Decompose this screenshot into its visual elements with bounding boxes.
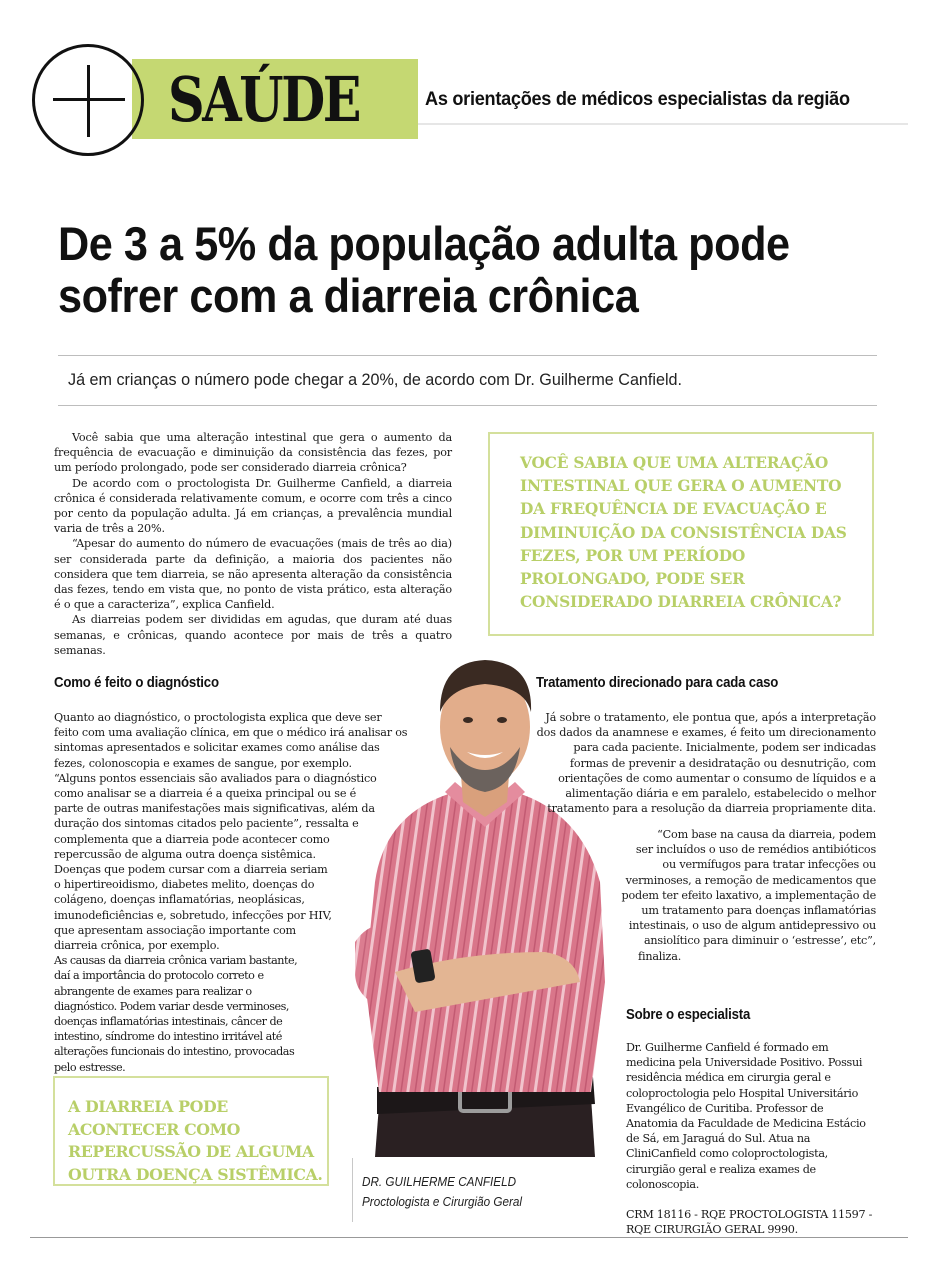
diagnosis-paragraph: Doenças que podem cursar com a diarreia seriam o hipertireoidismo, diabetes melito, doenças do colágeno, doenças inflamatórias, neoplásicas, imunodeficiências e, sobretudo, infecções por HIV, que apresentam associação importante com diarreia crônica, por exemplo. <box>54 863 332 953</box>
treatment-heading: Tratamento direcionado para cada caso <box>536 674 779 691</box>
caption-name: DR. GUILHERME CANFIELD <box>362 1174 517 1189</box>
intro-paragraph: “Apesar do aumento do número de evacuações (mais de três ao dia) ser considerada parte da definição, a maioria dos pacientes não considera que tem diarreia, se não apresenta alteração da consistência das fezes, tendo em vista que, no ponto de vista prático, esta alteração é o que a caracteriza”, explica Canfield. <box>54 537 452 612</box>
headline-line-1: De 3 a 5% da população adulta pode <box>58 217 790 270</box>
treatment-paragraph-end: finaliza. <box>638 949 682 963</box>
footer-divider <box>30 1237 908 1238</box>
subhead-divider-top <box>58 355 877 356</box>
about-heading: Sobre o especialista <box>626 1006 751 1023</box>
pull-quote-box <box>53 1076 329 1186</box>
intro-paragraph: As diarreias podem ser divididas em agudas, que duram até duas semanas, e crônicas, quando acontece por mais de três a quatro semanas. <box>54 613 452 657</box>
caption-role: Proctologista e Cirurgião Geral <box>362 1194 522 1209</box>
intro-paragraph: De acordo com o proctologista Dr. Guilherme Canfield, a diarreia crônica é considerada relativamente comum, e ocorre com três a cinco por cento da população adulta. Já em crianças, a prevalência mundial varia de três a 20%. <box>54 476 452 536</box>
headline-line-2: sofrer com a diarreia crônica <box>58 269 639 322</box>
about-bio: Dr. Guilherme Canfield é formado em medicina pela Universidade Positivo. Possui residência médica em cirurgia geral e coloproctologia pelo Hospital Universitário Evangélico de Curitiba. Professor de Anatomia da Faculdade de Medicina Estácio de Sá, em Jaraguá do Sul. Atua na CliniCanfield como coloproctologista, cirurgião geral e realiza exames de colonoscopia. <box>626 1041 866 1191</box>
intro-paragraph: Você sabia que uma alteração intestinal que gera o aumento da frequência de evacuação e diminuição da consistência das fezes, por um período prolongado, pode ser considerado diarreia crônica? <box>54 431 452 475</box>
pull-quote-box <box>488 432 874 636</box>
photo-caption <box>362 1172 522 1212</box>
article-headline <box>58 218 822 322</box>
subhead-divider-bottom <box>58 405 877 406</box>
caption-divider <box>352 1158 353 1222</box>
about-credentials: CRM 18116 - RQE PROCTOLOGISTA 11597 - RQE CIRURGIÃO GERAL 9990. <box>626 1208 873 1237</box>
article-subhead: Já em crianças o número pode chegar a 20%, de acordo com Dr. Guilherme Canfield. <box>68 370 683 389</box>
section-title: SAÚDE <box>168 63 360 136</box>
section-tagline: As orientações de médicos especialistas da região <box>425 88 850 110</box>
header-divider <box>418 123 908 125</box>
treatment-paragraph: Já sobre o tratamento, ele pontua que, após a interpretação dos dados da anamnese e exames, é feito um direcionamento para cada paciente. Inicialmente, podem ser indicadas formas de prevenir a desidratação ou desnutrição, com orientações de como aumentar o consumo de líquidos e a alimentação diária e em paralelo, estabelecido o melhor tratamento para a resolução da diarreia propriamente dita. <box>536 711 876 816</box>
diagnosis-paragraph: “Alguns pontos essenciais são avaliados para o diagnóstico como analisar se a diarreia é a queixa principal ou se é parte de outras manifestações mais significativas, além da duração dos sintomas citados pelo paciente”, ressalta e complementa que a diarreia pode acontecer como repercussão de alguma outra doença sistêmica. <box>54 771 377 861</box>
diagnosis-paragraph: Quanto ao diagnóstico, o proctologista explica que deve ser feito com uma avaliação clínica, em que o médico irá analisar os sintomas apresentados e solicitar exames como análise das fezes, colonoscopia e exames de sangue, por exemplo. <box>54 711 408 770</box>
about-text <box>626 1040 878 1237</box>
treatment-text <box>536 710 876 816</box>
diagnosis-paragraph: As causas da diarreia crônica variam bastante, daí a importância do protocolo correto e abrangente de exames para realizar o diagnóstico. Podem variar desde verminoses, doenças inflamatórias intestinais, câncer de intestino, síndrome do intestino irritável até alterações funcionais do intestino, provocadas pelo estresse. <box>54 954 298 1074</box>
intro-text <box>54 430 452 658</box>
treatment-paragraph: “Com base na causa da diarreia, podem ser incluídos o uso de remédios antibióticos ou vermífugos para tratar infecções ou verminoses, a remoção de medicamentos que podem ter efeito laxativo, a implementação de um tratamento para doenças inflamatórias intestinais, o uso de algum antidepressivo ou ansiolítico para diminuir o ‘estresse’, etc”, <box>621 828 876 948</box>
plus-icon <box>32 44 144 156</box>
diagnosis-heading: Como é feito o diagnóstico <box>54 674 219 691</box>
pull-quote-text: A DIARREIA PODE ACONTECER COMO REPERCUSSÃO DE ALGUMA OUTRA DOENÇA SISTÊMICA. <box>68 1097 323 1184</box>
treatment-quote <box>620 827 876 964</box>
pull-quote-text: VOCÊ SABIA QUE UMA ALTERAÇÃO INTESTINAL QUE GERA O AUMENTO DA FREQUÊNCIA DE EVACUAÇÃO E DIMINUIÇÃO DA CONSISTÊNCIA DAS FEZES, POR UM PERÍODO PROLONGADO, PODE SER CONSIDERADO DIARREIA CRÔNICA? <box>520 454 847 612</box>
